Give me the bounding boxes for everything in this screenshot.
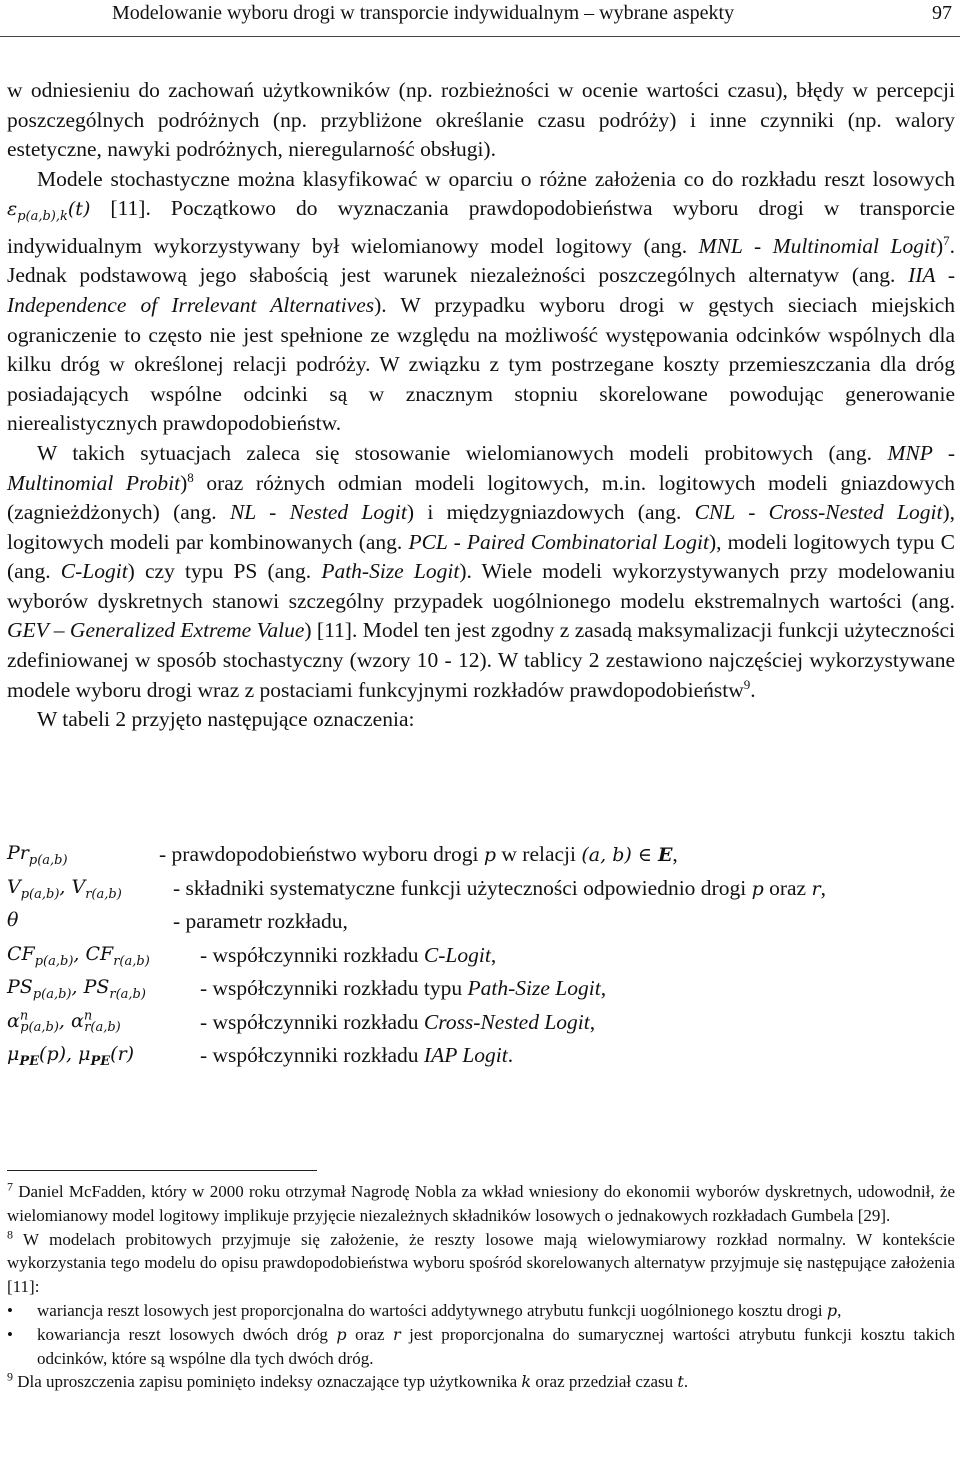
footnote-mark: 9 [7, 1369, 13, 1384]
footnote-text: Daniel McFadden, który w 2000 roku otrzymał Nagrodę Nobla za wkład wniesiony do ekonomii wyborów dyskretnych, udowodnił, że wielomianowy model logitowy implikuje przyjęcie niezależnych składników losowych o jednakowych rozkładach Gumbela [29]. [7, 1182, 956, 1225]
definition-text: - współczynniki rozkładu IAP Logit. [200, 1043, 514, 1067]
text-run: ). W przypadku wyboru drogi w gęstych sieciach miejskich ograniczenie to często nie jest spełnione ze względu na możliwość występowania odcinków wspólnych dla kilku dróg w określonej relacji podróży. W związku z tym postrzegane koszty przemieszczania dla dróg posiadających wspólne odcinki są w znacznym stopniu skorelowane powodując generowanie nierealistycznych prawdopodobieństw. [7, 292, 955, 436]
paragraph-1: w odniesieniu do zachowań użytkowników (np. rozbieżności w ocenie wartości czasu), błędy w percepcji poszczególnych podróżnych (np. przybliżone określanie czasu podróży) i inne czynniki (np. walory estetyczne, nawyki podróżnych, nieregularność obsługi). [7, 78, 955, 162]
term-cnl: CNL - Cross-Nested Logit [694, 500, 943, 525]
definition-item [7, 842, 955, 876]
text-run: ), logitowych modeli par kombinowanych (ang. [7, 500, 955, 554]
paragraph-2: Modele stochastyczne można klasyfikować w oparciu o różne założenia co do rozkładu reszt losowych $\varepsilon_{p(a,b),k}(t)$ [11]. Początkowo do wyznaczania prawdopodobieństwa wyboru drogi w transporcie indywidualnym wykorzystywany był wielomianowy model logitowy (ang. MNL - Multinomial Logit)$^7$. Jednak podstawową jego słabością jest warunek niezależności poszczególnych alternatyw (ang. IIA - Independence of Irrelevant Alternatives). W przypadku wyboru drogi w gęstych sieciach miejskich ograniczenie to często nie jest spełnione ze względu na możliwość występowania odcinków wspólnych dla kilku dróg w określonej relacji podróży. W związku z tym postrzegane koszty przemieszczania dla dróg posiadających wspólne odcinki są w znacznym stopniu skorelowane powodując generowanie nierealistycznych prawdopodobieństw. [7, 166, 956, 436]
footnote-mark: 7 [7, 1179, 13, 1194]
list-item: • kowariancja reszt losowych dwóch dróg p oraz r jest proporcjonalna do sumarycznej wartości atrybutu funkcji kosztu takich odcinków, które są wspólne dla tych dwóch dróg. [7, 1324, 955, 1368]
definition-item [7, 1010, 955, 1044]
definition-text: - współczynniki rozkładu typu Path-Size Logit, [200, 976, 607, 1000]
definition-text: - prawdopodobieństwo wyboru drogi p w relacji (a, b) ∈ E, [159, 842, 678, 866]
definition-item [7, 943, 955, 977]
definition-text: - współczynniki rozkładu Cross-Nested Logit, [200, 1009, 596, 1034]
symbol: $\alpha^n_{p(a,b)}$, $\alpha^n_{r(a,b)}$ [7, 1008, 121, 1036]
symbol: $\mu_{PE}(p)$, $\mu_{PE}(r)$ [7, 1043, 135, 1069]
symbol: $PS_{p(a,b)}$, $PS_{r(a,b)}$ [7, 976, 146, 1002]
text-run: ). Wiele modeli wykorzystywanych przy modelowaniu wyborów dyskretnych stanowi szczególny przypadek uogólnionego modelu ekstremalnych wartości (ang. [7, 559, 955, 613]
footnote-ref-7: 7 [943, 232, 950, 248]
footnote-text: W modelach probitowych przyjmuje się założenie, że reszty losowe mają wielowymiarowy rozkład normalny. W kontekście wykorzystania tego modelu do opisu prawdopodobieństwa wyboru spośród skorelowanych alternatyw przyjmuje się następujące założenia [11]: [7, 1229, 955, 1297]
term-iia: IIA - Independence of Irrelevant Alternatives [7, 263, 955, 317]
text-run: Modele stochastyczne można klasyfikować w oparciu o różne założenia co do rozkładu reszt losowych [37, 166, 955, 191]
term-mnl: MNL - Multinomial Logit [698, 233, 936, 258]
footnote-ref-8: 8 [187, 469, 194, 485]
text-run: [11]. Początkowo do wyznaczania prawdopodobieństwa wyboru drogi w transporcie indywidualnym wykorzystywany był wielomianowy model logitowy (ang. [7, 196, 955, 258]
math-epsilon: $\varepsilon_{p(a,b),k}(t)$ [7, 198, 91, 225]
text-run: . [750, 677, 756, 702]
main-text [7, 76, 955, 735]
running-header [0, 0, 960, 37]
text-run: ), modeli logitowych typu C (ang. [7, 529, 956, 584]
text-run: ) czy typu PS (ang. [127, 559, 322, 584]
symbol: θ [7, 909, 19, 931]
footnote-separator [7, 1170, 317, 1171]
definition-text: - składniki systematyczne funkcji użyteczności odpowiednio drogi p oraz r, [173, 875, 826, 900]
footnote-ref-9: 9 [743, 676, 751, 692]
paragraph-4: W tabeli 2 przyjęto następujące oznaczenia: [37, 707, 415, 732]
footnotes [7, 1180, 955, 1394]
definition-text: - współczynniki rozkładu C-Logit, [200, 942, 497, 967]
footnote-8-bullets [7, 1299, 955, 1370]
footnote-7 [7, 1180, 955, 1228]
running-title: Modelowanie wyboru drogi w transporcie indywidualnym – wybrane aspekty [112, 2, 735, 24]
definition-item [7, 909, 955, 943]
symbol: $V_{p(a,b)}$, $V_{r(a,b)}$ [7, 875, 122, 902]
text-run: W takich sytuacjach zaleca się stosowanie wielomianowych modeli probitowych (ang. [37, 440, 888, 465]
notation-list [7, 842, 955, 1077]
text-run: ) i międzygniazdowych (ang. [406, 500, 695, 525]
text-run: oraz różnych odmian modeli logitowych, m.in. logitowych modeli gniazdowych (zagnieżdżonych) (ang. [7, 470, 955, 525]
term-gev: GEV – Generalized Extreme Value [7, 618, 305, 643]
footnote-8 [7, 1228, 955, 1299]
definition-text: - parametr rozkładu, [173, 909, 348, 933]
definition-item [7, 876, 955, 910]
paragraph-3: W takich sytuacjach zaleca się stosowanie wielomianowych modeli probitowych (ang. MNP - Multinomial Probit)$^8$ oraz różnych odmian modeli logitowych, m.in. logitowych modeli gniazdowych (zagnieżdżonych) (ang. NL - Nested Logit) i międzygniazdowych (ang. CNL - Cross-Nested Logit), logitowych modeli par kombinowanych (ang. PCL - Paired Combinatorial Logit), modeli logitowych typu C (ang. C-Logit) czy typu PS (ang. Path-Size Logit). Wiele modeli wykorzystywanych przy modelowaniu wyborów dyskretnych stanowi szczególny przypadek uogólnionego modelu ekstremalnych wartości (ang. GEV – Generalized Extreme Value) [11]. Model ten jest zgodny z zasadą maksymalizacji funkcji użyteczności zdefiniowanej w sposób stochastyczny (wzory 10 - 12). W tablicy 2 zestawiono najczęściej wykorzystywane modele wyboru drogi wraz z postaciami funkcyjnymi rozkładów prawdopodobieństw$^9$. [7, 440, 956, 702]
term-mnp: MNP - Multinomial Probit [7, 440, 956, 495]
bullet-icon: • [7, 1324, 13, 1344]
text-run: . Jednak podstawową jego słabością jest warunek niezależności poszczególnych alternatyw (ang. [7, 233, 956, 288]
symbol: $Pr_{p(a,b)}$ [7, 842, 68, 868]
term-path-size: Path-Size Logit [321, 559, 460, 584]
footnote-9: $^9$ Dla uproszczenia zapisu pominięto indeksy oznaczające typ użytkownika k oraz przedział czasu t. [7, 1369, 689, 1392]
term-pcl: PCL - Paired Combinatorial Logit [408, 529, 709, 554]
term-nl: NL - Nested Logit [229, 500, 407, 525]
definition-item [7, 976, 955, 1010]
footnote-mark: 8 [7, 1226, 13, 1241]
page-number: 97 [932, 2, 952, 24]
symbol: $CF_{p(a,b)}$, $CF_{r(a,b)}$ [7, 942, 150, 969]
term-c-logit: C-Logit [60, 559, 128, 584]
text-run: ) [11]. Model ten jest zgodny z zasadą maksymalizacji funkcji użyteczności zdefiniowanej w sposób stochastyczny (wzory 10 - 12). W tablicy 2 zestawiono najczęściej wykorzystywane modele wyboru drogi wraz z postaciami funkcyjnymi rozkładów prawdopodobieństw [7, 618, 955, 702]
definition-item [7, 1043, 955, 1077]
list-item: • wariancja reszt losowych jest proporcjonalna do wartości addytywnego atrybutu funkcji uogólnionego kosztu drogi p, [37, 1299, 955, 1323]
bullet-icon: • [7, 1300, 13, 1320]
